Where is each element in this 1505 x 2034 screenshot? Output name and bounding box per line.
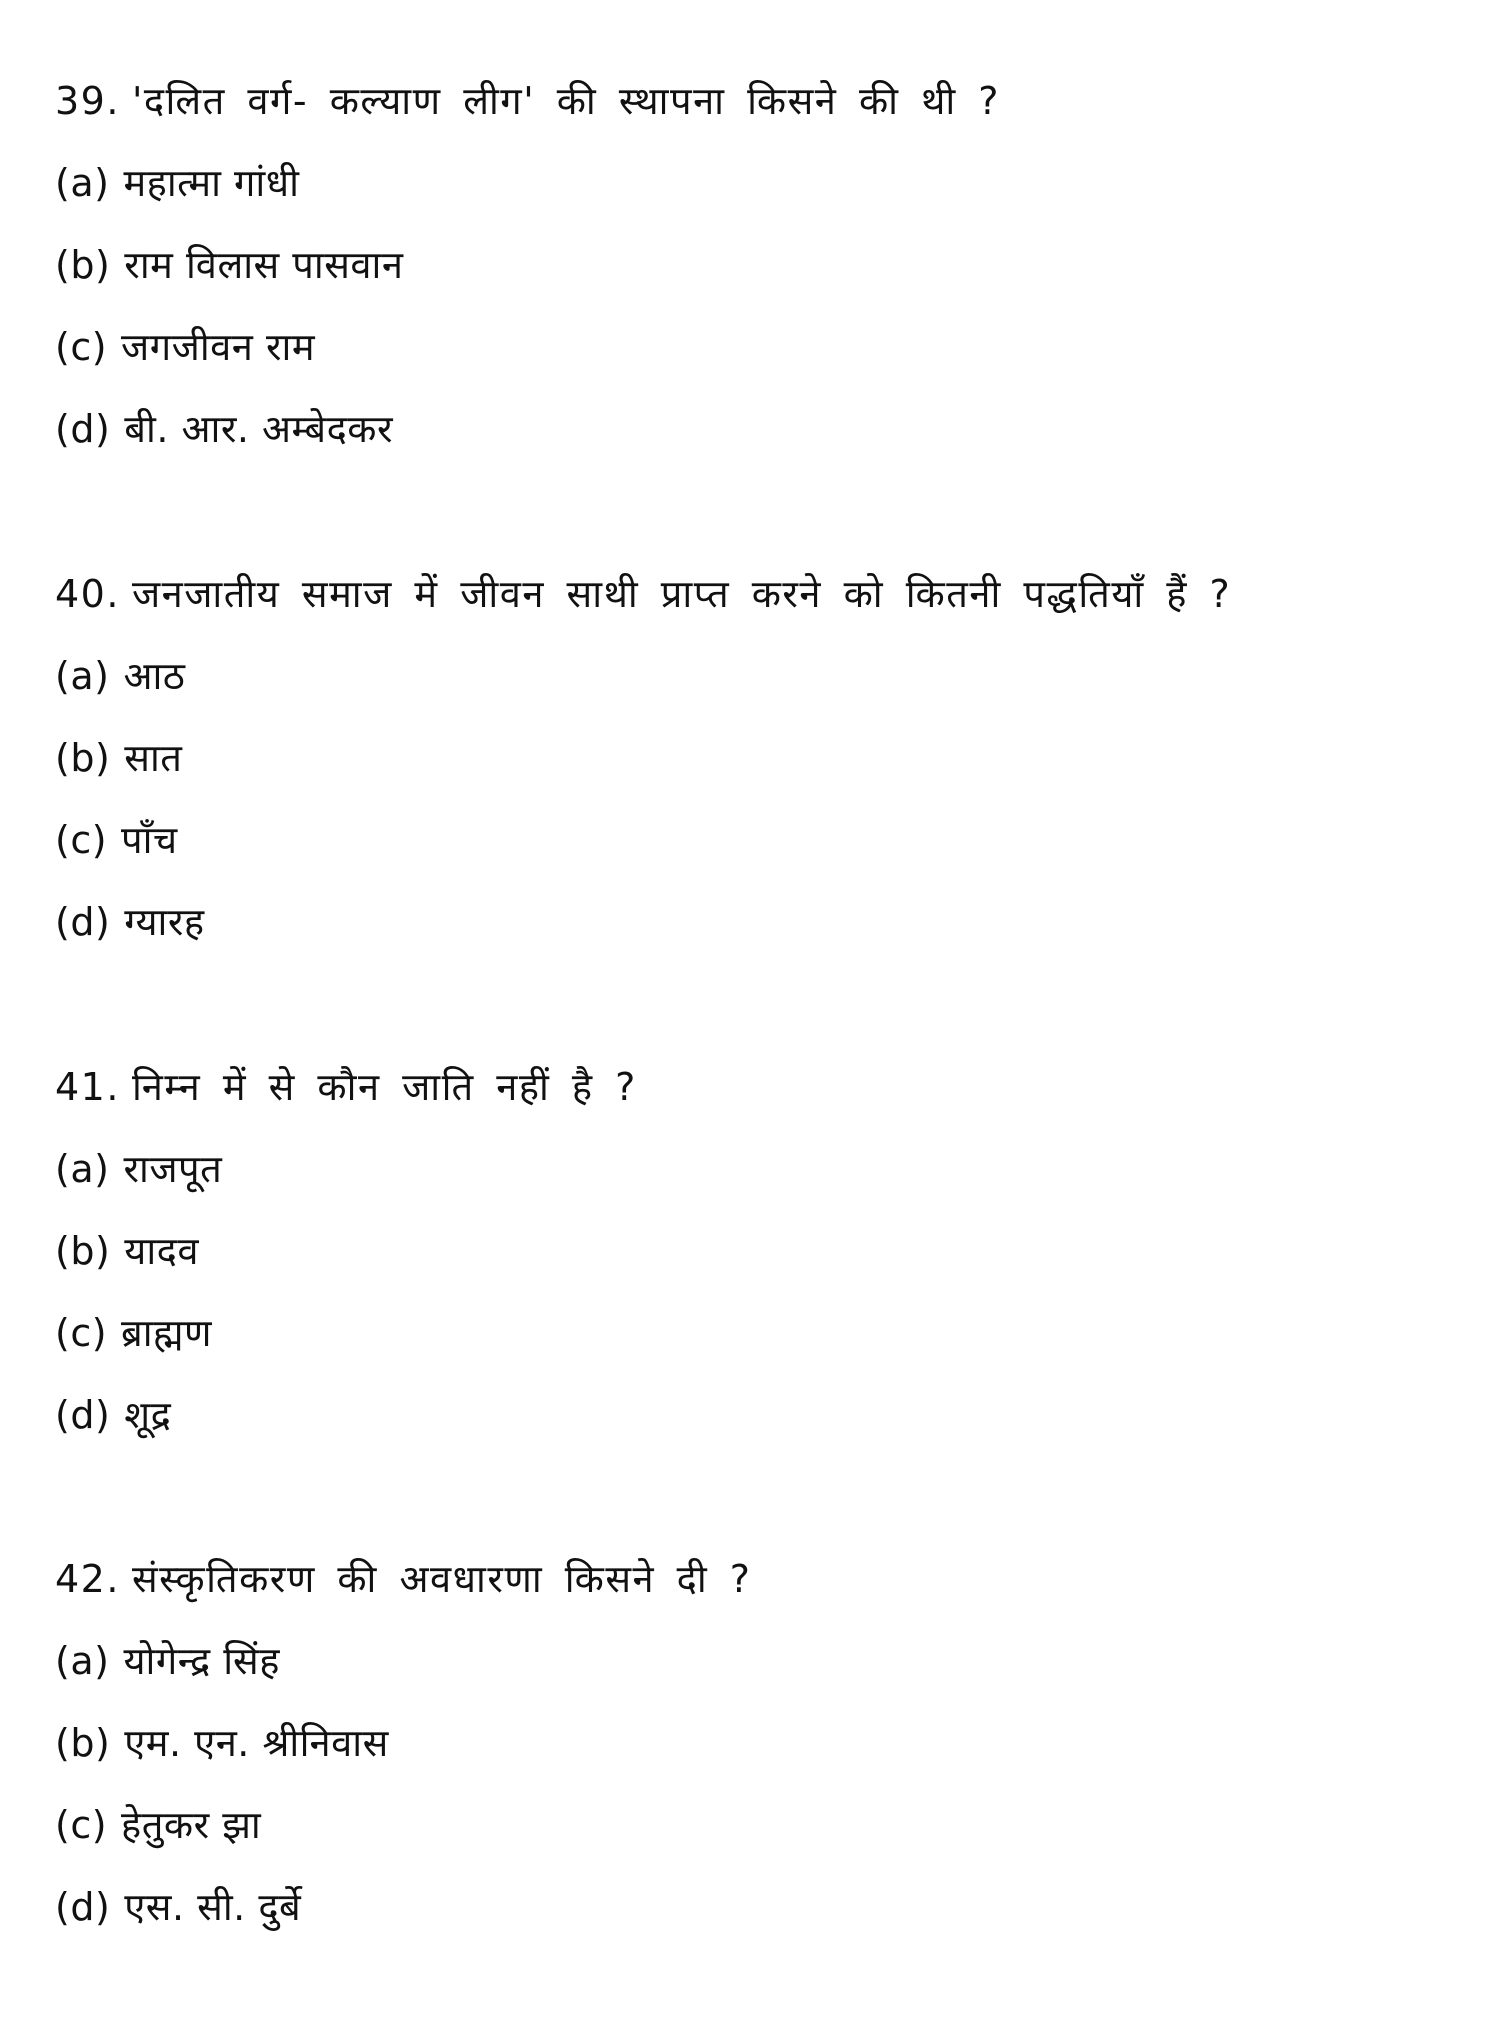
option-text: यादव [124,1229,199,1273]
question-block [55,60,1455,470]
option-key: (b) [55,736,111,780]
question-text-line [55,60,1455,142]
option-text: आठ [123,654,186,698]
option-text: शूद्र [124,1393,172,1437]
option-text: सात [124,736,183,780]
question-text: 'दलित वर्ग- कल्याण लीग' की स्थापना किसने की थी ? [131,79,1000,123]
question-block [55,1538,1455,1948]
option-key: (d) [55,407,111,451]
option-text: राजपूत [123,1147,223,1191]
option-text: पाँच [121,818,178,862]
option-d [55,1866,1455,1948]
option-b [55,224,1455,306]
option-text: हेतुकर झा [121,1803,262,1847]
option-key: (d) [55,900,111,944]
question-number: 40. [55,572,120,616]
option-a [55,635,1455,717]
option-text: राम विलास पासवान [124,243,404,287]
option-d [55,1374,1455,1456]
option-key: (a) [55,161,110,205]
question-block [55,553,1455,963]
option-key: (c) [55,818,108,862]
option-key: (b) [55,1721,111,1765]
question-number: 42. [55,1557,120,1601]
option-key: (a) [55,1147,110,1191]
option-d [55,881,1455,963]
option-key: (d) [55,1885,111,1929]
option-b [55,717,1455,799]
question-text-line [55,553,1455,635]
question-block [55,1046,1455,1456]
option-b [55,1702,1455,1784]
question-number: 41. [55,1065,120,1109]
option-a [55,1620,1455,1702]
option-text: एस. सी. दुर्बे [124,1885,302,1929]
option-b [55,1210,1455,1292]
question-text-line [55,1538,1455,1620]
option-c [55,1292,1455,1374]
question-text: निम्न में से कौन जाति नहीं है ? [131,1065,637,1109]
option-a [55,1128,1455,1210]
question-text: जनजातीय समाज में जीवन साथी प्राप्त करने को कितनी पद्धतियाँ हैं ? [131,572,1232,616]
option-text: ग्यारह [124,900,205,944]
option-c [55,306,1455,388]
option-key: (b) [55,1229,111,1273]
option-a [55,142,1455,224]
question-text-line [55,1046,1455,1128]
question-text: संस्कृतिकरण की अवधारणा किसने दी ? [131,1557,752,1601]
option-key: (a) [55,654,110,698]
option-text: जगजीवन राम [121,325,316,369]
option-text: योगेन्द्र सिंह [123,1639,280,1683]
option-c [55,799,1455,881]
option-text: महात्मा गांधी [123,161,300,205]
option-c [55,1784,1455,1866]
question-number: 39. [55,79,120,123]
option-d [55,388,1455,470]
option-text: बी. आर. अम्बेदकर [124,407,394,451]
option-key: (c) [55,325,108,369]
option-text: एम. एन. श्रीनिवास [124,1721,389,1765]
option-key: (c) [55,1311,108,1355]
option-text: ब्राह्मण [121,1311,212,1355]
option-key: (d) [55,1393,111,1437]
option-key: (a) [55,1639,110,1683]
option-key: (c) [55,1803,108,1847]
option-key: (b) [55,243,111,287]
